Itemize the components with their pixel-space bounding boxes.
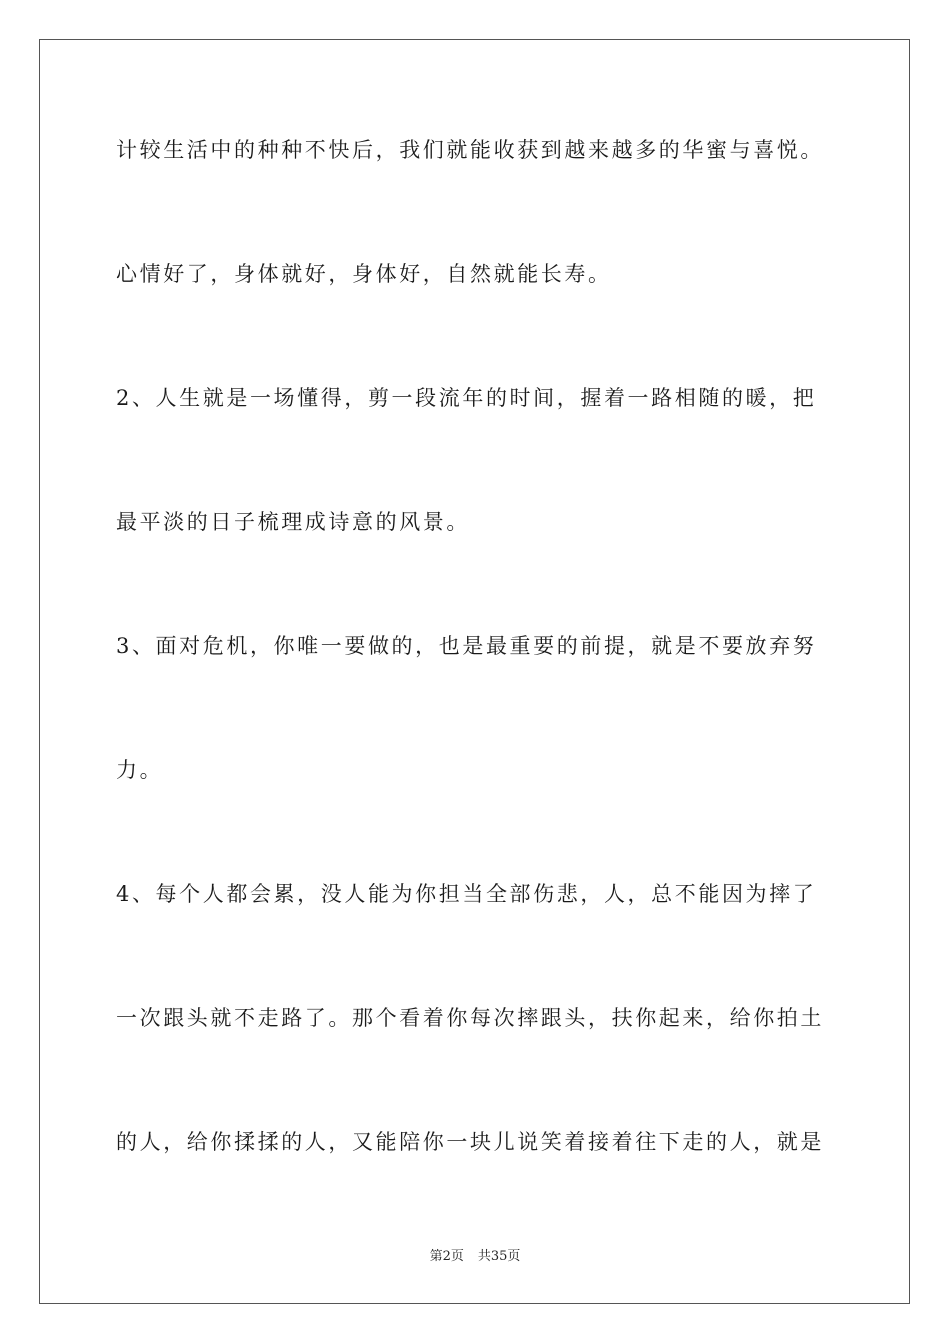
text-line-6: 力。 <box>116 758 164 782</box>
text-line-4: 最平淡的日子梳理成诗意的风景。 <box>116 510 470 534</box>
text-line-1: 计较生活中的种种不快后，我们就能收获到越来越多的华蜜与喜悦。 <box>116 138 824 162</box>
text-line-8: 一次跟头就不走路了。那个看着你每次摔跟头，扶你起来，给你拍土 <box>116 1006 824 1030</box>
text-line-2: 心情好了，身体就好，身体好，自然就能长寿。 <box>116 262 612 286</box>
page-total: 共35页 <box>477 1249 521 1264</box>
text-line-5: 3、面对危机，你唯一要做的，也是最重要的前提，就是不要放弃努 <box>116 634 817 658</box>
page-footer <box>0 1248 950 1266</box>
text-line-7: 4、每个人都会累，没人能为你担当全部伤悲，人，总不能因为摔了 <box>116 882 817 906</box>
text-line-9: 的人，给你揉揉的人，又能陪你一块儿说笑着接着往下走的人，就是 <box>116 1130 824 1154</box>
page-number: 第2页 <box>429 1249 464 1264</box>
text-line-3: 2、人生就是一场懂得，剪一段流年的时间，握着一路相随的暖，把 <box>116 386 817 410</box>
page-border <box>39 39 910 1304</box>
